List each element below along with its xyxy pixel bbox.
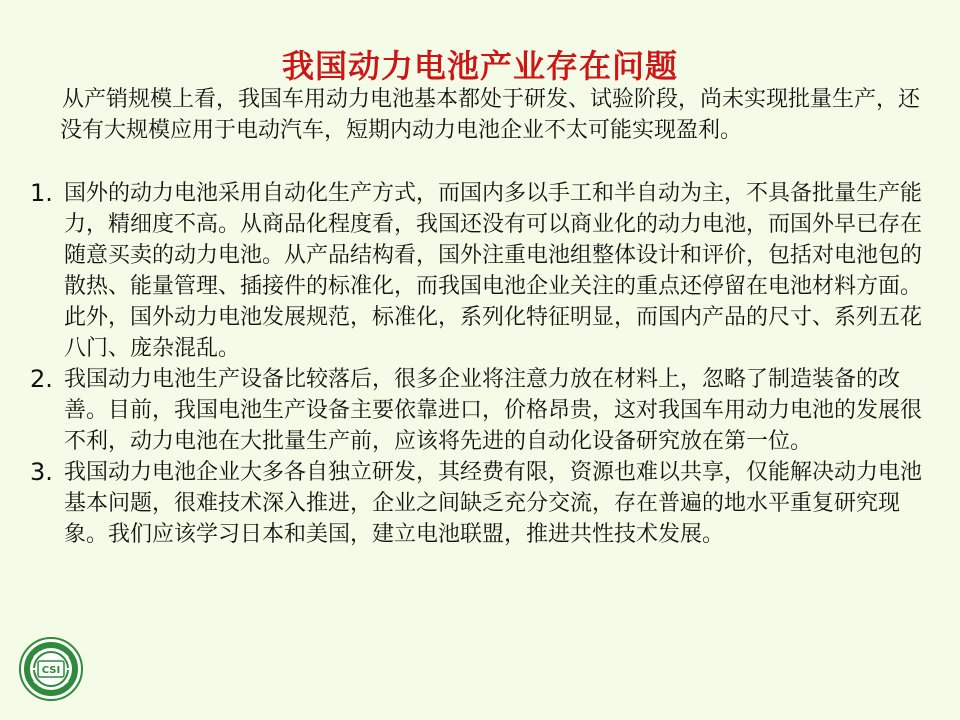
logo-text: CSI [41,665,61,676]
list-item-number: 1. [30,179,53,207]
issue-list [30,178,930,550]
list-item-text: 国外的动力电池采用自动化生产方式，而国内多以手工和半自动为主，不具备批量生产能力，精细度不高。从商品化程度看，我国还没有可以商业化的动力电池，而国外早已存在随意买卖的动力电池。从产品结构看，国外注重电池组整体设计和评价，包括对电池包的散热、能量管理、插接件的标准化，而我国电池企业关注的重点还停留在电池材料方面。此外，国外动力电池发展规范，标准化，系列化特征明显，而国内产品的尺寸、系列五花八门、庞杂混乱。 [64,181,923,361]
intro-paragraph: 从产销规模上看，我国车用动力电池基本都处于研发、试验阶段，尚未实现批量生产，还没有大规模应用于电动汽车，短期内动力电池企业不太可能实现盈利。 [60,87,921,143]
list-item-text: 我国动力电池企业大多各自独立研发，其经费有限，资源也难以共享，仅能解决动力电池基本问题，很难技术深入推进，企业之间缺乏充分交流，存在普遍的地水平重复研究现象。我们应该学习日本和美国，建立电池联盟，推进共性技术发展。 [64,460,923,547]
list-item-number: 2. [30,365,53,393]
slide-title: 我国动力电池产业存在问题 [281,47,678,85]
list-item-number: 3. [30,458,53,486]
list-item-text: 我国动力电池生产设备比较落后，很多企业将注意力放在材料上，忽略了制造装备的改善。目前，我国电池生产设备主要依靠进口，价格昂贵，这对我国车用动力电池的发展很不利，动力电池在大批量生产前，应该将先进的自动化设备研究放在第一位。 [64,367,923,454]
list-item [30,178,930,364]
circular-seal-logo-icon [18,636,84,702]
list-item [30,457,930,550]
list-item [30,364,930,457]
